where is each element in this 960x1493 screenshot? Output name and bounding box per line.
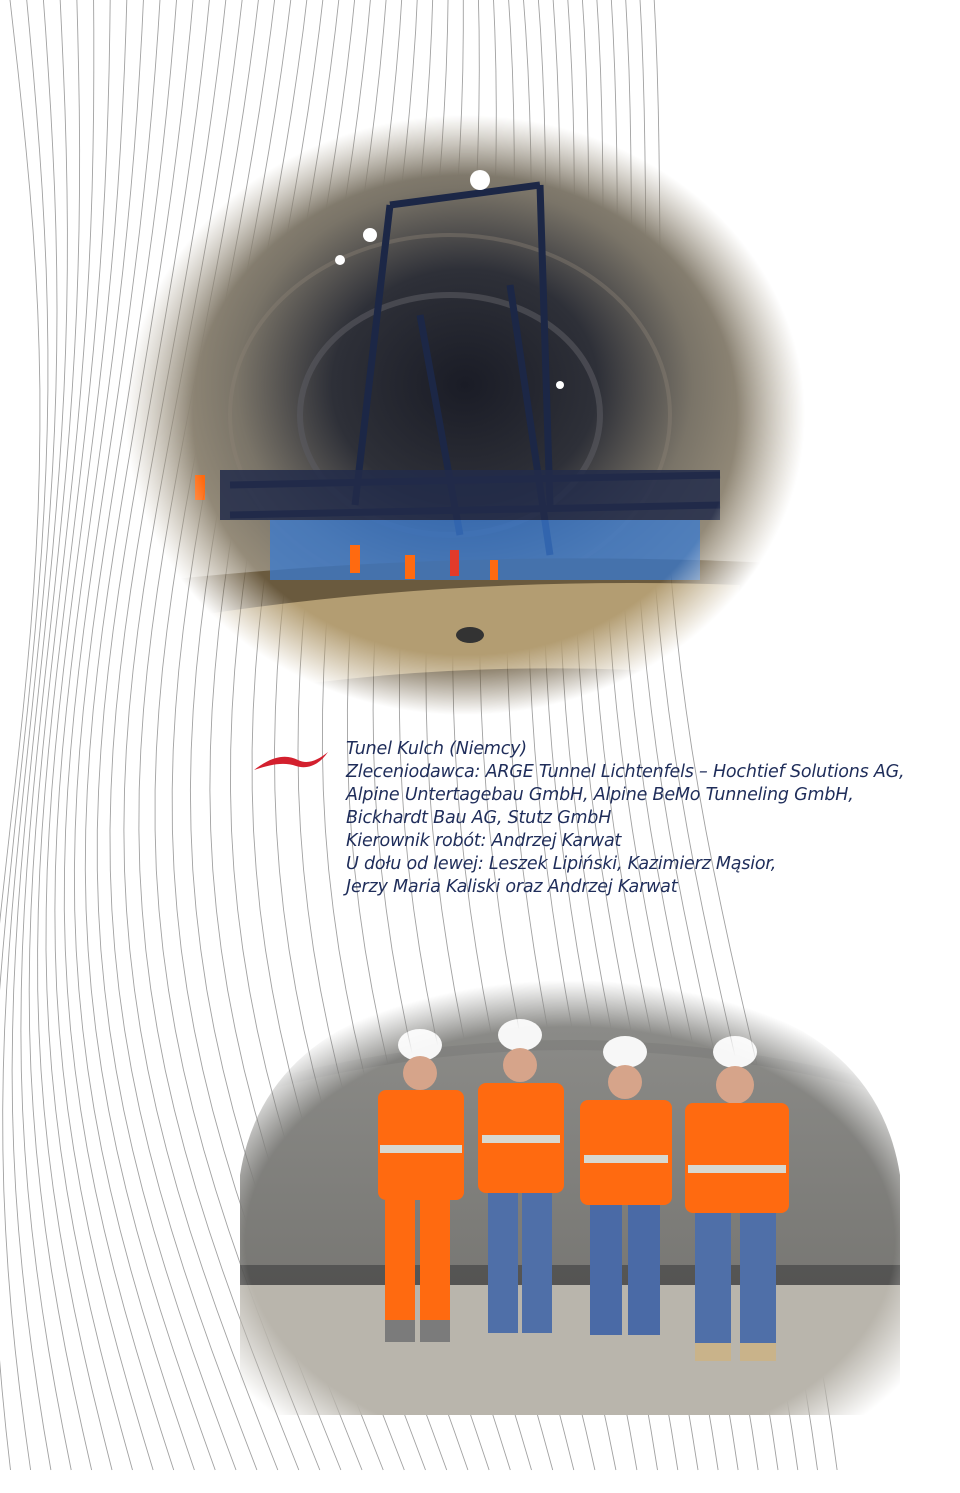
photo-caption: [346, 738, 906, 899]
caption-line: Bickhardt Bau AG, Stutz GmbH: [346, 808, 612, 828]
red-swoosh-icon: [252, 748, 330, 774]
contour-line: [3, 0, 57, 1470]
workers-photo: [230, 975, 910, 1415]
caption-line: Jerzy Maria Kaliski oraz Andrzej Karwat: [346, 877, 678, 897]
caption-line: Zleceniodawca: ARGE Tunnel Lichtenfels – Hochtief Solutions AG,: [346, 762, 905, 782]
caption-line: Tunel Kulch (Niemcy): [346, 739, 527, 759]
caption-line: Alpine Untertagebau GmbH, Alpine BeMo Tunneling GmbH,: [346, 785, 854, 805]
caption-line: U dołu od lewej: Leszek Lipiński, Kazimierz Mąsior,: [346, 854, 777, 874]
caption-line: Kierownik robót: Andrzej Karwat: [346, 831, 622, 851]
tunnel-photo: [120, 115, 810, 715]
